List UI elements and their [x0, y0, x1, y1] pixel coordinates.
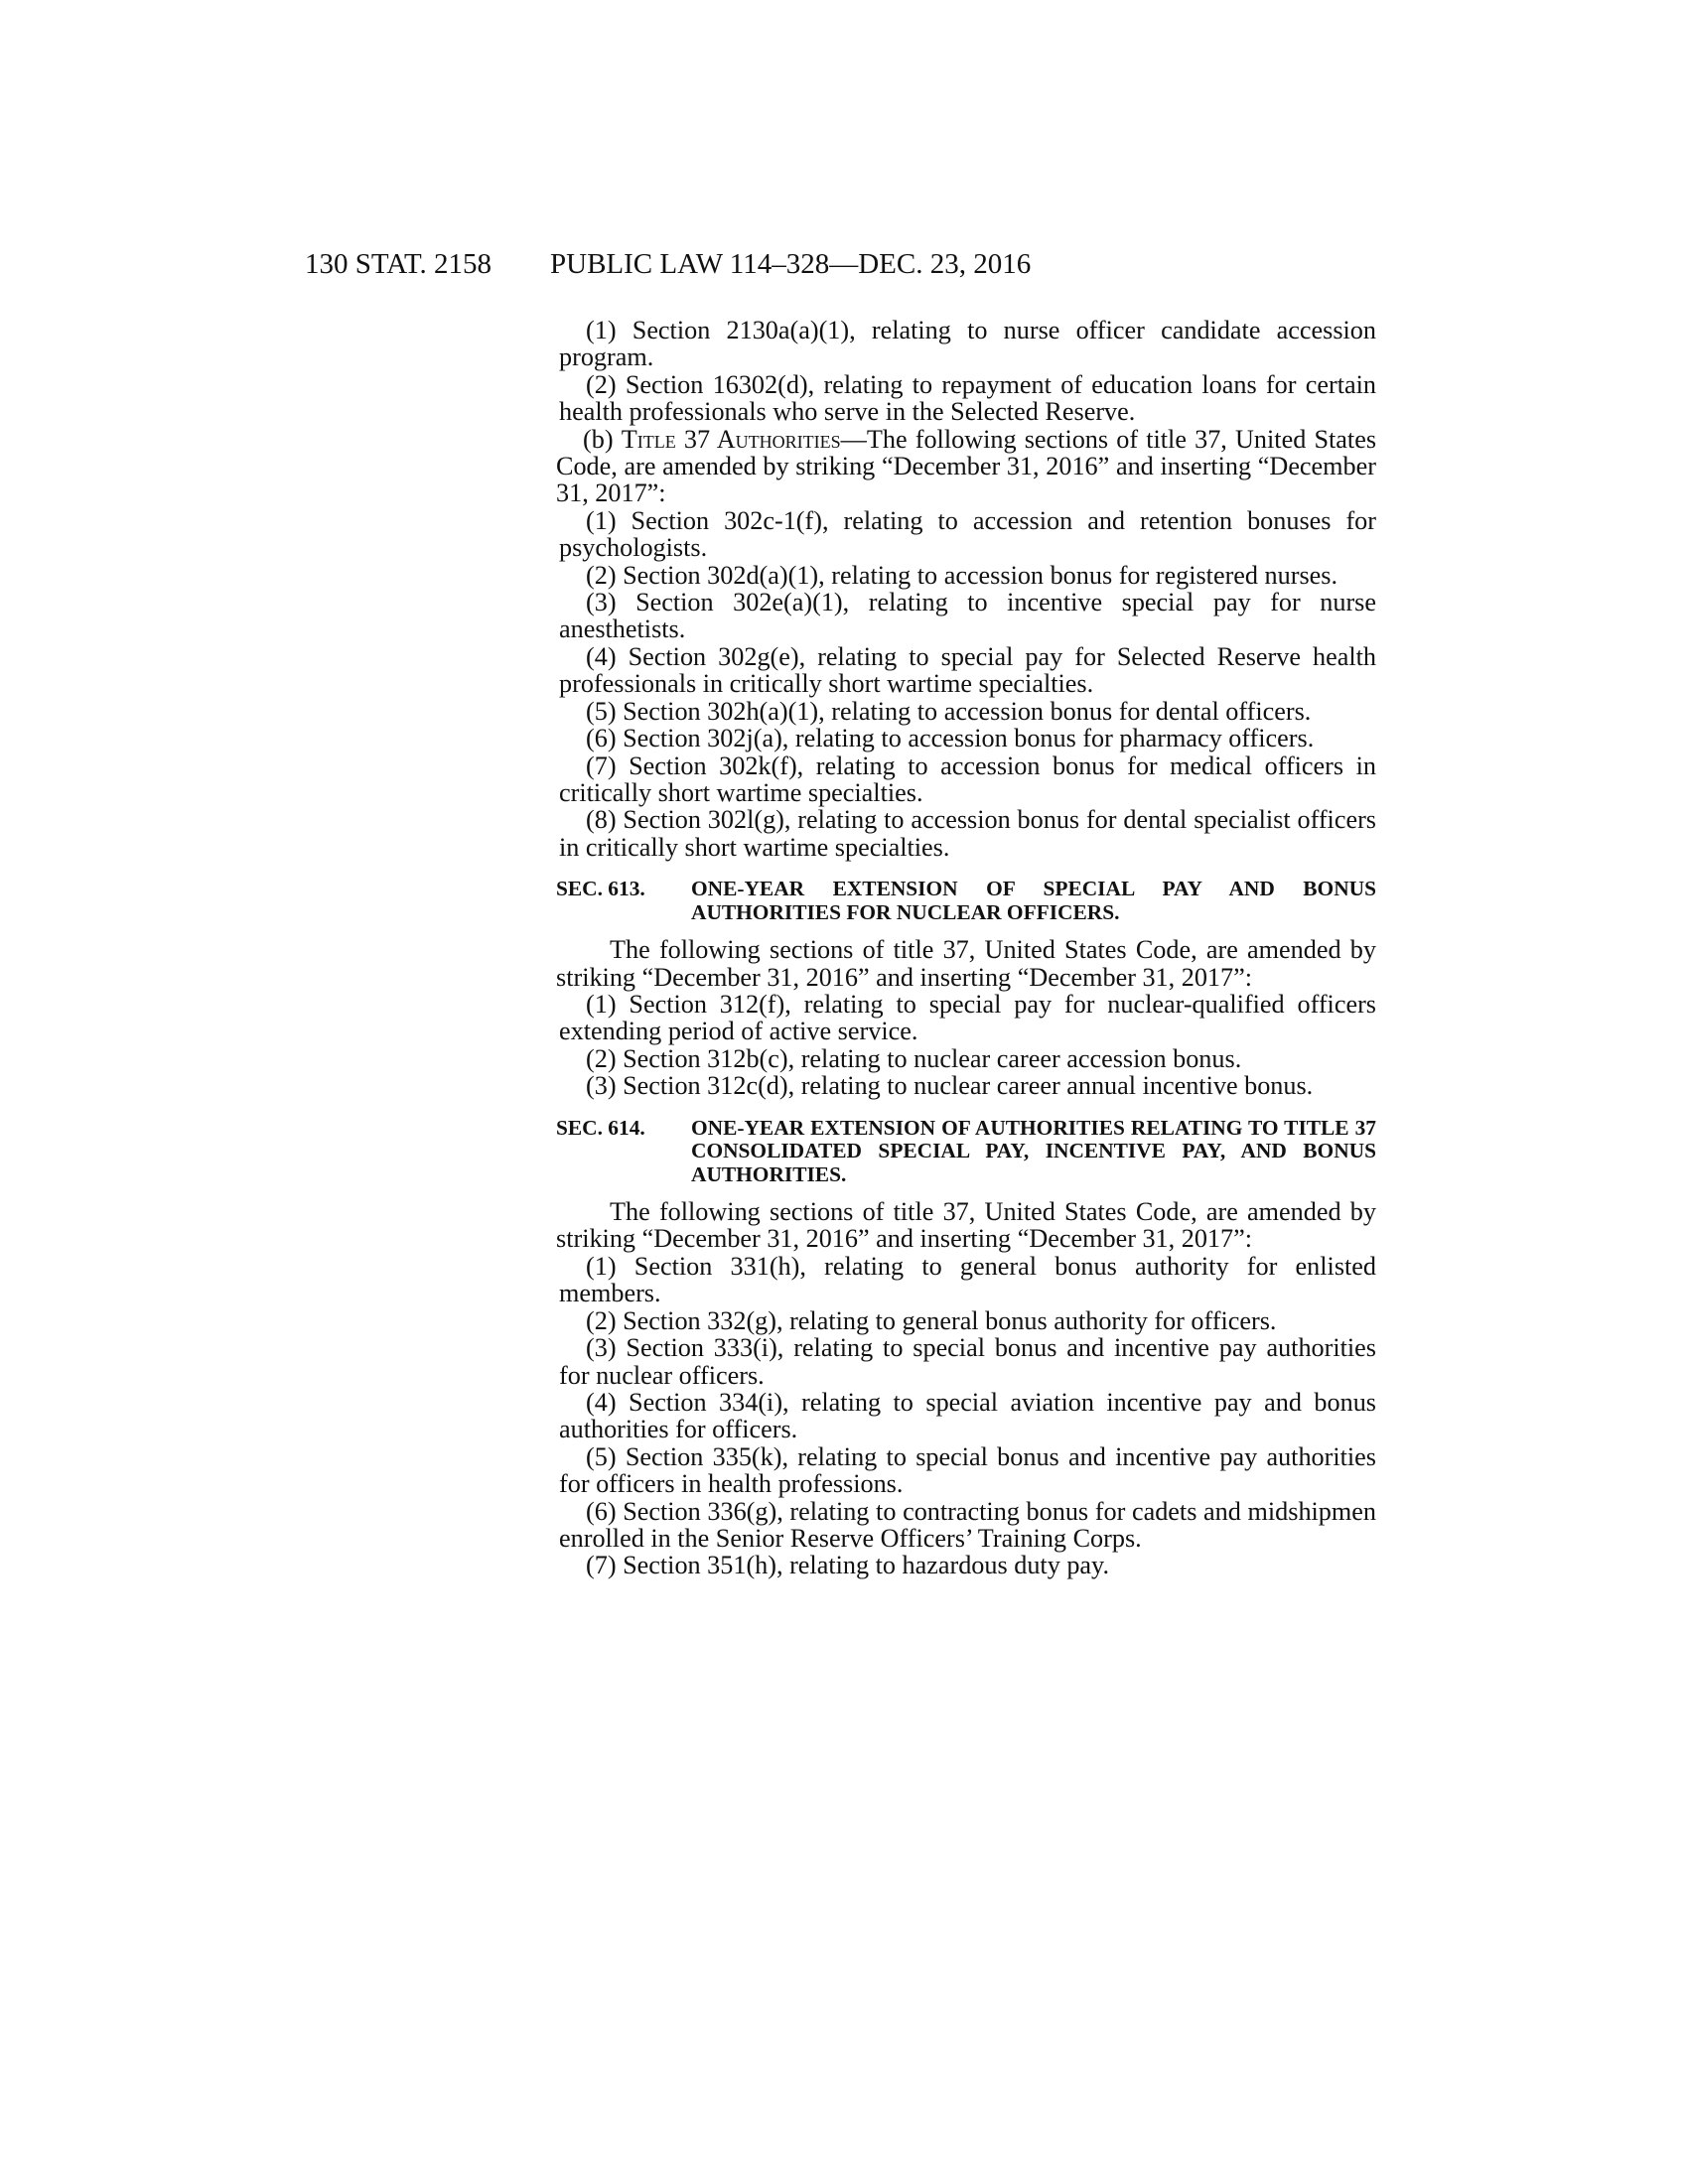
part-a-items	[556, 317, 1376, 426]
list-item: (7) Section 302k(f), relating to accession bonus for medical officers in critically short wartime specialties.	[559, 751, 1376, 807]
section-613-lead: The following sections of title 37, United States Code, are amended by striking “December 31, 2016” and inserting “December 31, 2017”:	[556, 935, 1376, 992]
section-614-lead: The following sections of title 37, United States Code, are amended by striking “December 31, 2016” and inserting “December 31, 2017”:	[556, 1197, 1376, 1254]
list-item: (3) Section 302e(a)(1), relating to incentive special pay for nurse anesthetists.	[559, 588, 1376, 644]
list-item: (4) Section 302g(e), relating to special pay for Selected Reserve health professionals in critically short wartime specialties.	[559, 641, 1376, 699]
list-item: (1) Section 331(h), relating to general bonus authority for enlisted members.	[559, 1251, 1376, 1308]
subsection-b-text: —The following sections of title 37, United States Code, are amended by striking “December 31, 2016” and inserting “December 31, 2017”:	[556, 424, 1377, 508]
section-614-number: SEC. 614.	[556, 1115, 645, 1140]
list-item: (3) Section 333(i), relating to special bonus and incentive pay authorities for nuclear officers.	[559, 1333, 1376, 1390]
list-item: (3) Section 312c(d), relating to nuclear career annual incentive bonus.	[586, 1071, 1314, 1101]
running-header	[305, 248, 1213, 288]
list-item: (1) Section 312(f), relating to special pay for nuclear-qualified officers extending period of active service.	[559, 989, 1376, 1046]
list-item: (5) Section 302h(a)(1), relating to accession bonus for dental officers.	[586, 696, 1312, 726]
subsection-b-heading: Title 37 Authorities	[621, 424, 841, 454]
list-item: (1) Section 2130a(a)(1), relating to nurse officer candidate accession program.	[559, 316, 1376, 372]
section-613-heading	[556, 878, 1376, 924]
list-item: (2) Section 332(g), relating to general bonus authority for officers.	[586, 1305, 1277, 1335]
stat-page-number: 130 STAT. 2158	[305, 248, 492, 280]
list-item: (7) Section 351(h), relating to hazardous duty pay.	[586, 1551, 1109, 1580]
section-613-number: SEC. 613.	[556, 877, 645, 901]
list-item: (4) Section 334(i), relating to special aviation incentive pay and bonus authorities for officers.	[559, 1387, 1376, 1444]
section-613	[556, 878, 1376, 1099]
list-item: (6) Section 336(g), relating to contracting bonus for cadets and midshipmen enrolled in the Senior Reserve Officers’ Training Corps.	[559, 1496, 1376, 1553]
list-item: (6) Section 302j(a), relating to accession bonus for pharmacy officers.	[586, 724, 1315, 753]
section-614	[556, 1117, 1376, 1579]
list-item: (2) Section 16302(d), relating to repayment of education loans for certain health professionals who serve in the Selected Reserve.	[559, 369, 1376, 427]
subsection-b-lead	[556, 426, 1376, 507]
subsection-b-label: (b)	[583, 424, 614, 454]
list-item: (8) Section 302l(g), relating to accession bonus for dental specialist officers in critically short wartime specialties.	[559, 805, 1376, 862]
list-item: (1) Section 302c-1(f), relating to accession and retention bonuses for psychologists.	[559, 505, 1376, 563]
page-body	[556, 317, 1376, 1579]
section-614-title: ONE-YEAR EXTENSION OF AUTHORITIES RELATING TO TITLE 37 CONSOLIDATED SPECIAL PAY, INCENTIVE PAY, AND BONUS AUTHORITIES.	[691, 1115, 1376, 1186]
list-item: (2) Section 302d(a)(1), relating to accession bonus for registered nurses.	[586, 560, 1338, 590]
section-614-heading	[556, 1117, 1376, 1187]
public-law-header: PUBLIC LAW 114–328—DEC. 23, 2016	[550, 248, 1032, 280]
section-613-title: ONE-YEAR EXTENSION OF SPECIAL PAY AND BONUS AUTHORITIES FOR NUCLEAR OFFICERS.	[691, 877, 1376, 924]
subsection-b-items	[556, 507, 1376, 861]
list-item: (2) Section 312b(c), relating to nuclear career accession bonus.	[586, 1043, 1242, 1073]
list-item: (5) Section 335(k), relating to special bonus and incentive pay authorities for officers in health professions.	[559, 1441, 1376, 1499]
